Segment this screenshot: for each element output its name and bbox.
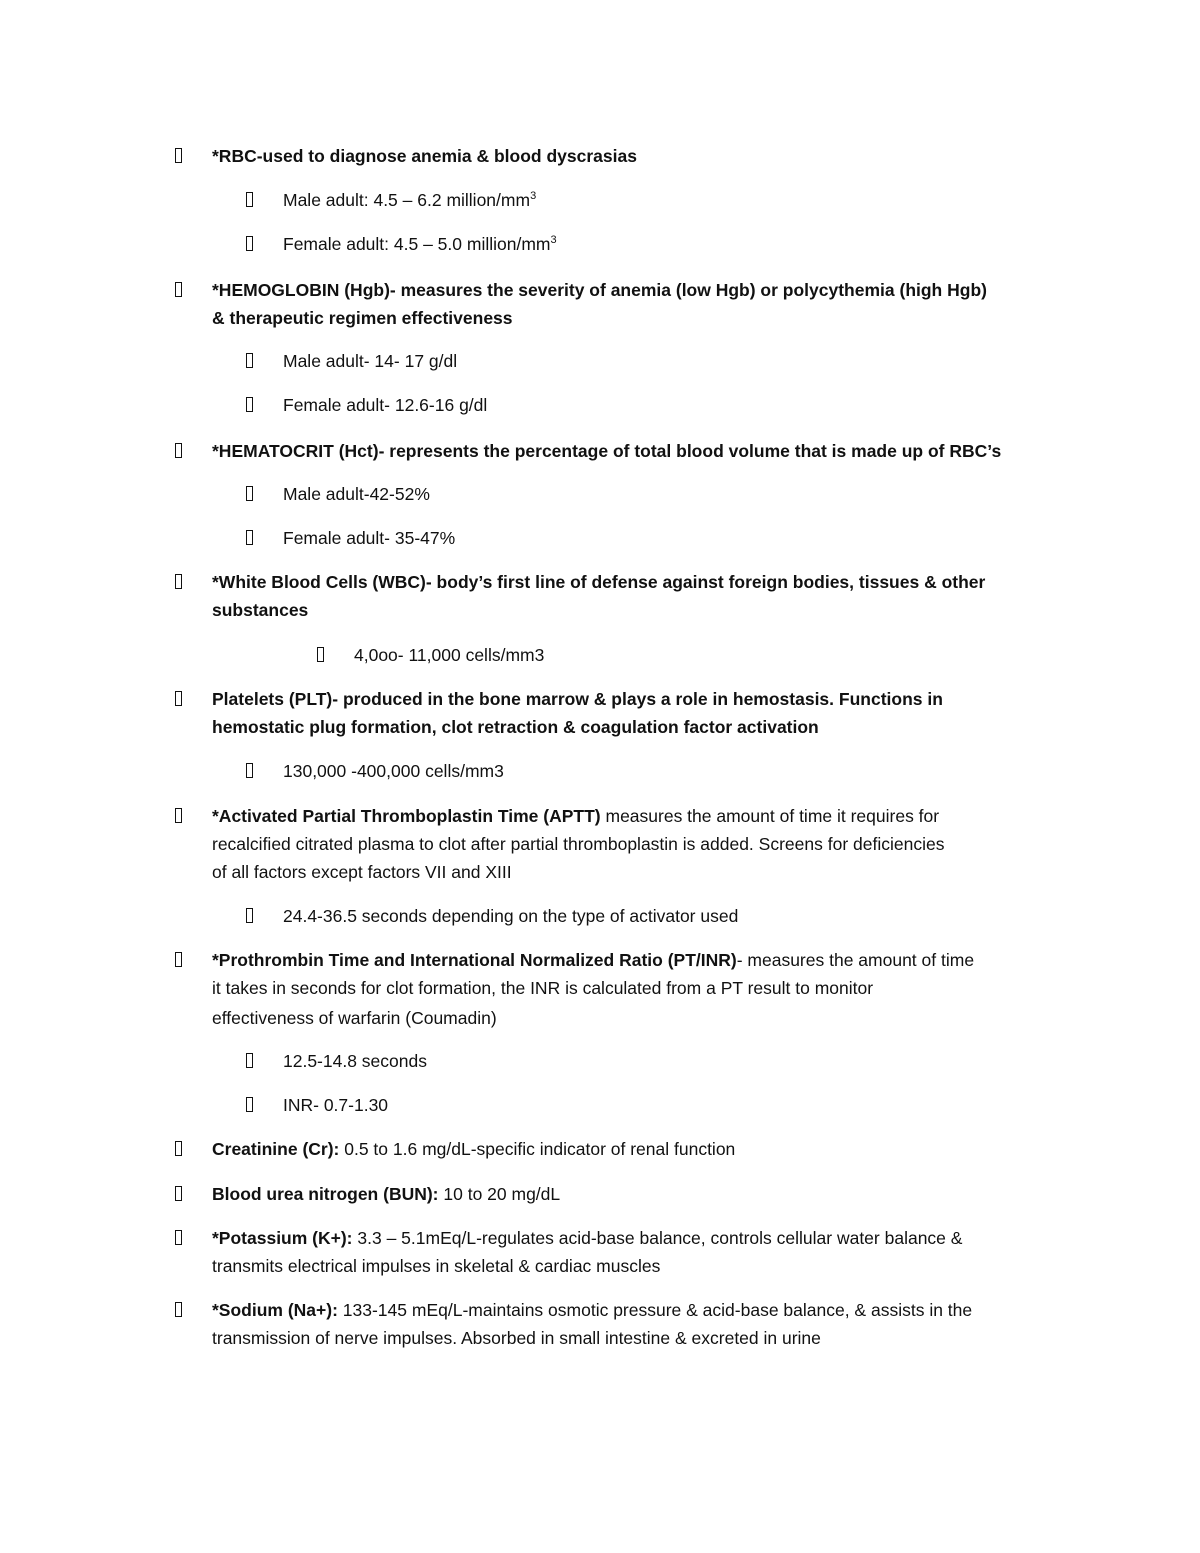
bullet-icon — [175, 691, 182, 706]
bullet-icon — [175, 1186, 182, 1201]
section-heading-platelets: Platelets (PLT)- produced in the bone marrow & plays a role in hemostasis. Functions in — [212, 689, 943, 709]
list-item: 12.5-14.8 seconds — [283, 1051, 427, 1071]
sub-bullet-icon — [246, 353, 253, 368]
list-item: Male adult: 4.5 – 6.2 million/$mm^3$ — [283, 190, 537, 210]
sub-bullet-icon — [246, 908, 253, 923]
sub-bullet-icon — [246, 763, 253, 778]
bullet-icon — [175, 1302, 182, 1317]
sub-bullet-icon — [246, 530, 253, 545]
list-item: INR- 0.7-1.30 — [283, 1095, 389, 1115]
bullet-icon — [175, 1230, 182, 1245]
section-text-aptt: of all factors except factors VII and XIII — [212, 862, 512, 882]
section-heading-hematocrit: *HEMATOCRIT (Hct)- represents the percentage of total blood volume that is made up of RBC’s — [212, 441, 1002, 461]
sub-bullet-icon — [246, 236, 253, 251]
bullet-icon — [175, 282, 182, 297]
section-text-pt-inr: it takes in seconds for clot formation, the INR is calculated from a PT result to monitor — [212, 978, 874, 998]
list-item: Male adult- 14- 17 g/dl — [283, 351, 458, 371]
bullet-icon — [175, 808, 182, 823]
sub-bullet-icon — [246, 1053, 253, 1068]
bullet-icon — [175, 443, 182, 458]
section-heading-wbc: *White Blood Cells (WBC)- body’s first line of defense against foreign bodies, tissues & other — [212, 572, 986, 592]
sub-bullet-icon — [317, 647, 324, 662]
section-heading-rbc: *RBC-used to diagnose anemia & blood dyscrasias — [212, 146, 637, 166]
section-sodium: *Sodium (Na+): 133-145 mEq/L-maintains osmotic pressure & acid-base balance, & assists in the — [212, 1300, 973, 1320]
list-item: Female adult- 35-47% — [283, 528, 456, 548]
section-text-aptt: recalcified citrated plasma to clot after partial thromboplastin is added. Screens for deficiencies — [212, 834, 945, 854]
bullet-icon — [175, 1141, 182, 1156]
list-item: 24.4-36.5 seconds depending on the type of activator used — [283, 906, 739, 926]
sub-bullet-icon — [246, 192, 253, 207]
list-item: Female adult: 4.5 – 5.0 million/$mm^3$ — [283, 234, 557, 254]
section-text-pt-inr: effectiveness of warfarin (Coumadin) — [212, 1008, 497, 1028]
section-heading-hemoglobin-cont: & therapeutic regimen effectiveness — [212, 308, 513, 328]
list-item: 130,000 -400,000 cells/mm3 — [283, 761, 504, 781]
bullet-icon — [175, 148, 182, 163]
section-text-potassium: transmits electrical impulses in skeletal & cardiac muscles — [212, 1256, 661, 1276]
sub-bullet-icon — [246, 1097, 253, 1112]
section-heading-platelets-cont: hemostatic plug formation, clot retraction & coagulation factor activation — [212, 717, 819, 737]
bullet-icon — [175, 574, 182, 589]
sub-bullet-icon — [246, 486, 253, 501]
section-heading-hemoglobin: *HEMOGLOBIN (Hgb)- measures the severity of anemia (low Hgb) or polycythemia (high Hgb) — [212, 280, 987, 300]
section-creatinine: Creatinine (Cr): 0.5 to 1.6 mg/dL-specific indicator of renal function — [212, 1139, 736, 1159]
section-heading-pt-inr: *Prothrombin Time and International Normalized Ratio (PT/INR)- measures the amount of time — [212, 950, 975, 970]
list-item: 4,0oo- 11,000 cells/mm3 — [354, 645, 545, 665]
section-bun: Blood urea nitrogen (BUN): 10 to 20 mg/dL — [212, 1184, 561, 1204]
section-heading-aptt: *Activated Partial Thromboplastin Time (APTT) measures the amount of time it requires for — [212, 806, 940, 826]
sub-bullet-icon — [246, 397, 253, 412]
section-potassium: *Potassium (K+): 3.3 – 5.1mEq/L-regulates acid-base balance, controls cellular water balance & — [212, 1228, 963, 1248]
bullet-icon — [175, 952, 182, 967]
section-text-sodium: transmission of nerve impulses. Absorbed in small intestine & excreted in urine — [212, 1328, 821, 1348]
section-heading-wbc-cont: substances — [212, 600, 309, 620]
list-item: Female adult- 12.6-16 g/dl — [283, 395, 488, 415]
list-item: Male adult-42-52% — [283, 484, 430, 504]
